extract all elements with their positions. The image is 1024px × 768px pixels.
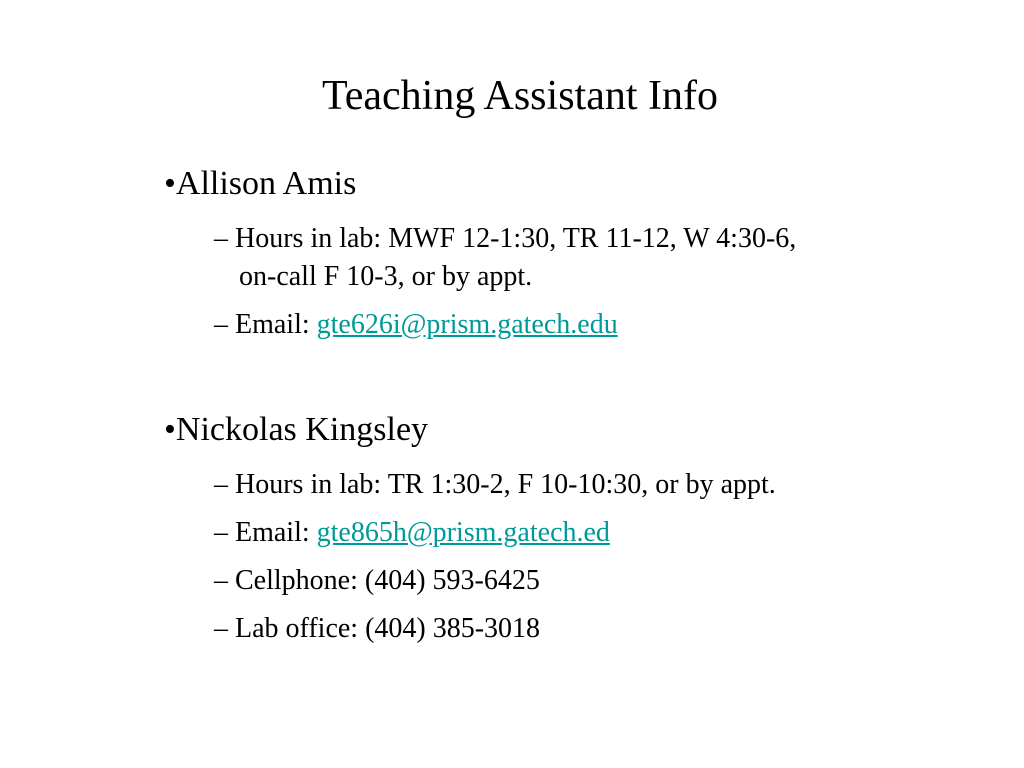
- hours-text: Hours in lab: TR 1:30-2, F 10-10:30, or by appt.: [235, 469, 776, 500]
- slide-title: Teaching Assistant Info: [322, 73, 718, 119]
- ta-block-nickolas: [164, 410, 984, 648]
- email-label: Email:: [235, 309, 310, 340]
- hours-item: [214, 220, 984, 296]
- email-line: [214, 306, 984, 344]
- ta-name: Nickolas Kingsley: [175, 411, 429, 448]
- ta-block-allison: [164, 164, 984, 344]
- dash: –: [214, 469, 228, 500]
- ta-name-item: [164, 410, 984, 450]
- email-label: Email:: [235, 517, 310, 548]
- dash: –: [214, 309, 228, 340]
- cellphone-line: [214, 562, 984, 600]
- email-line: [214, 514, 984, 552]
- dash: –: [214, 613, 228, 644]
- lab-office-item: [214, 610, 984, 648]
- ta-name: Allison Amis: [175, 165, 357, 202]
- cellphone-text: Cellphone: (404) 593-6425: [235, 565, 540, 596]
- ta-name-item: [164, 164, 984, 204]
- hours-line: [214, 466, 984, 504]
- dash: –: [214, 517, 228, 548]
- bullet: •: [164, 411, 176, 448]
- cellphone-item: [214, 562, 984, 600]
- email-link[interactable]: gte626i@prism.gatech.edu: [316, 309, 618, 340]
- hours-item: [214, 466, 984, 504]
- hours-line-1: [214, 220, 984, 258]
- lab-office-line: [214, 610, 984, 648]
- lab-office-text: Lab office: (404) 385-3018: [235, 613, 541, 644]
- email-link[interactable]: gte865h@prism.gatech.ed: [316, 517, 610, 548]
- hours-line-2: on-call F 10-3, or by appt.: [239, 261, 533, 292]
- email-item: [214, 306, 984, 344]
- dash: –: [214, 223, 228, 254]
- hours-text: Hours in lab: MWF 12-1:30, TR 11-12, W 4:30-6,: [235, 223, 797, 254]
- bullet: •: [164, 165, 176, 202]
- dash: –: [214, 565, 228, 596]
- email-item: [214, 514, 984, 552]
